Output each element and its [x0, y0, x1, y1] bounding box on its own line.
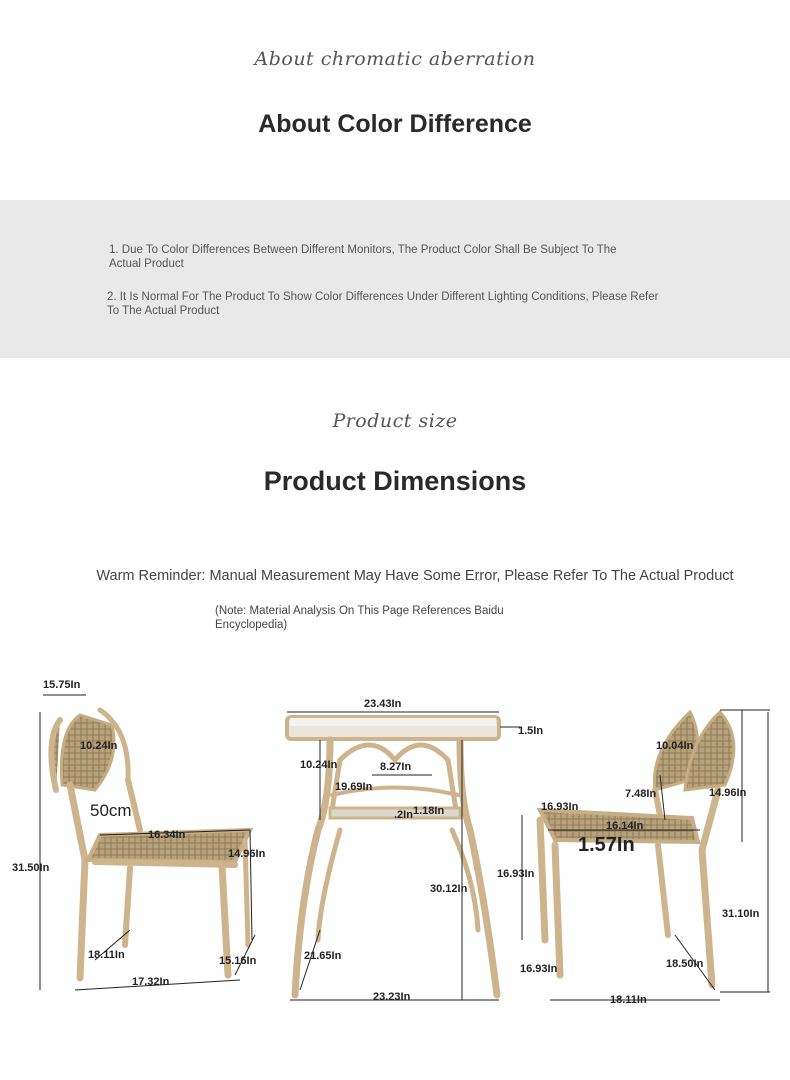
table-shelf-label: 19.69In: [335, 781, 373, 793]
table-leg-label: 21.65In: [304, 950, 342, 962]
table-arch: [340, 745, 448, 760]
size-title: Product Dimensions: [263, 466, 527, 496]
color-script-title: About chromatic aberration: [254, 48, 536, 70]
table-height-label: 30.12In: [430, 883, 468, 895]
left-side-label: 15.16In: [219, 955, 257, 967]
left-seat-width-label: 16.34In: [148, 829, 186, 841]
right-back-height-label: 14.96In: [709, 787, 747, 799]
right-chair: [540, 712, 734, 985]
left-seat-height-label: 14.96In: [228, 848, 266, 860]
left-chair-backrest-b: [61, 715, 114, 790]
table-arch-label: 8.27In: [380, 761, 412, 773]
table-apron-label: 10.24In: [300, 759, 338, 771]
left-back-width-label: 10.24In: [80, 740, 118, 752]
right-base-width-label: 18.11In: [610, 994, 647, 1006]
left-leg-span-label: 18.11In: [88, 949, 125, 961]
color-note-2: 2. It Is Normal For The Product To Show Color Differences Under Different Lighting Conditions, Please Refer To The Actual Product: [107, 291, 659, 317]
table-top-thickness-label: 1.5In: [518, 725, 544, 737]
right-chair-back-leg: [702, 790, 718, 985]
right-total-height-label: 31.10In: [722, 908, 760, 920]
left-chair-backrest-a: [51, 720, 60, 790]
left-total-height-label: 31.50In: [12, 862, 50, 874]
table-shelf-thickness-label: 1.18In: [413, 805, 445, 817]
left-chair-back-leg: [70, 785, 85, 978]
right-seat-thickness-label: 1.57In: [578, 834, 635, 856]
right-leg-label: 18.50In: [666, 958, 704, 970]
right-foot-depth-label: 16.93In: [520, 963, 558, 975]
right-back-rise-label: 7.48In: [625, 788, 657, 800]
right-seat-depth-label: 16.93In: [541, 801, 579, 813]
left-top-width-label: 15.75In: [43, 679, 81, 691]
size-script-title: Product size: [332, 410, 458, 432]
color-notes-band: [0, 200, 790, 358]
table-gap-label: .2In: [394, 809, 413, 821]
right-seat-height-label: 16.93In: [497, 868, 535, 880]
left-back-height-label: 50cm: [90, 801, 132, 820]
reminder-text: Warm Reminder: Manual Measurement May Have Some Error, Please Refer To The Actual Product: [96, 568, 734, 584]
right-seat-width-label: 16.14In: [606, 820, 644, 832]
left-depth-label: 17.32In: [132, 976, 170, 988]
table-top-width-label: 23.43In: [364, 698, 402, 710]
color-title: About Color Difference: [258, 110, 532, 138]
color-note-1: 1. Due To Color Differences Between Different Monitors, The Product Color Shall Be Subject To The Actual Product: [109, 244, 617, 270]
table-base-width-label: 23.23In: [373, 991, 411, 1003]
right-back-width-label: 10.04In: [656, 740, 694, 752]
reference-note: (Note: Material Analysis On This Page References Baidu Encyclopedia): [215, 605, 504, 631]
product-drawings: [0, 660, 790, 1080]
